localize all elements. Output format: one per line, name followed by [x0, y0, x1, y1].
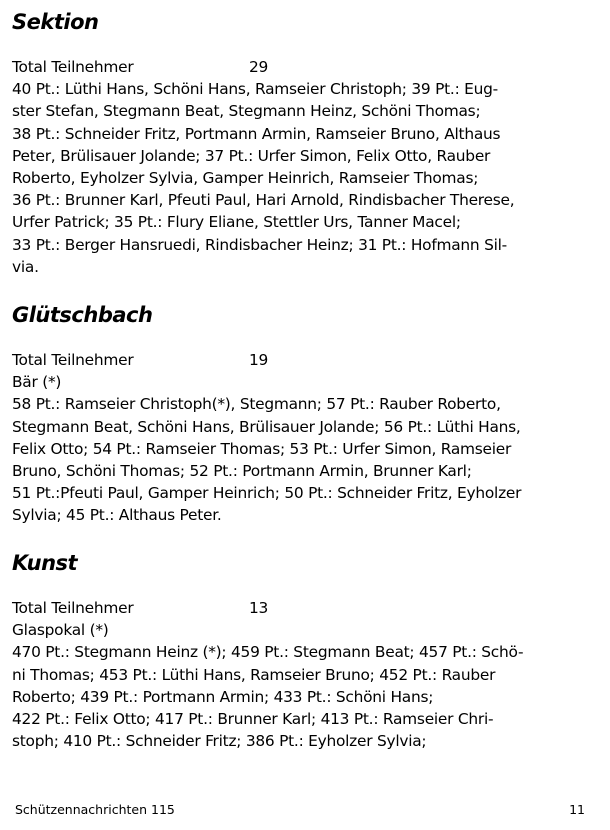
results-line: 470 Pt.: Stegmann Heinz (*); 459 Pt.: Stegmann Beat; 457 Pt.: Schö- [12, 643, 524, 662]
results-paragraph [12, 641, 572, 752]
results-line: ni Thomas; 453 Pt.: Lüthi Hans, Ramseier Bruno; 452 Pt.: Rauber [12, 665, 496, 684]
results-line: Stegmann Beat, Schöni Hans, Brülisauer Jolande; 56 Pt.: Lüthi Hans, [12, 417, 521, 436]
results-line: 422 Pt.: Felix Otto; 417 Pt.: Brunner Karl; 413 Pt.: Ramseier Chri- [12, 710, 494, 728]
prize-subtitle: Bär (*) [12, 373, 62, 392]
results-paragraph [12, 78, 572, 278]
results-line: Sylvia; 45 Pt.: Althaus Peter. [12, 506, 222, 525]
publication-name: Schützennachrichten 115 [15, 802, 175, 817]
results-line: Bruno, Schöni Thomas; 52 Pt.: Portmann Armin, Brunner Karl; [12, 462, 472, 480]
results-paragraph [12, 393, 572, 526]
total-participants-row [12, 56, 572, 78]
page-number: 11 [569, 802, 585, 817]
section-kunst [12, 550, 572, 752]
section-title: Kunst [12, 551, 78, 575]
total-count: 19 [249, 351, 269, 369]
total-count: 29 [249, 58, 269, 76]
total-label: Total Teilnehmer [12, 599, 134, 617]
total-participants-row [12, 597, 572, 619]
total-label: Total Teilnehmer [12, 58, 134, 76]
results-line: 38 Pt.: Schneider Fritz, Portmann Armin, Ramseier Bruno, Althaus [12, 124, 501, 143]
results-line: Urfer Patrick; 35 Pt.: Flury Eliane, Stettler Urs, Tanner Macel; [12, 213, 461, 232]
results-line: 40 Pt.: Lüthi Hans, Schöni Hans, Ramseier Christoph; 39 Pt.: Eug- [12, 80, 498, 99]
total-count: 13 [249, 599, 269, 617]
prize-subtitle: Glaspokal (*) [12, 621, 109, 640]
results-line: stoph; 410 Pt.: Schneider Fritz; 386 Pt.: Eyholzer Sylvia; [12, 732, 427, 751]
results-line: Felix Otto; 54 Pt.: Ramseier Thomas; 53 Pt.: Urfer Simon, Ramseier [12, 439, 512, 458]
results-line: Peter, Brülisauer Jolande; 37 Pt.: Urfer Simon, Felix Otto, Rauber [12, 146, 491, 165]
results-line: via. [12, 257, 39, 276]
results-line: 51 Pt.:Pfeuti Paul, Gamper Heinrich; 50 Pt.: Schneider Fritz, Eyholzer [12, 484, 522, 503]
total-participants-row [12, 349, 572, 371]
section-title: Glütschbach [12, 303, 153, 327]
section-gluetschbach [12, 302, 572, 527]
section-title: Sektion [12, 10, 99, 34]
total-label: Total Teilnehmer [12, 351, 134, 369]
results-line: ster Stefan, Stegmann Beat, Stegmann Heinz, Schöni Thomas; [12, 102, 481, 121]
results-line: Roberto, Eyholzer Sylvia, Gamper Heinrich, Ramseier Thomas; [12, 169, 479, 187]
section-sektion [12, 9, 572, 278]
results-line: 58 Pt.: Ramseier Christoph(*), Stegmann; 57 Pt.: Rauber Roberto, [12, 395, 501, 414]
results-line: Roberto; 439 Pt.: Portmann Armin; 433 Pt.: Schöni Hans; [12, 687, 434, 706]
results-line: 33 Pt.: Berger Hansruedi, Rindisbacher Heinz; 31 Pt.: Hofmann Sil- [12, 235, 507, 254]
results-line: 36 Pt.: Brunner Karl, Pfeuti Paul, Hari Arnold, Rindisbacher Therese, [12, 191, 515, 210]
